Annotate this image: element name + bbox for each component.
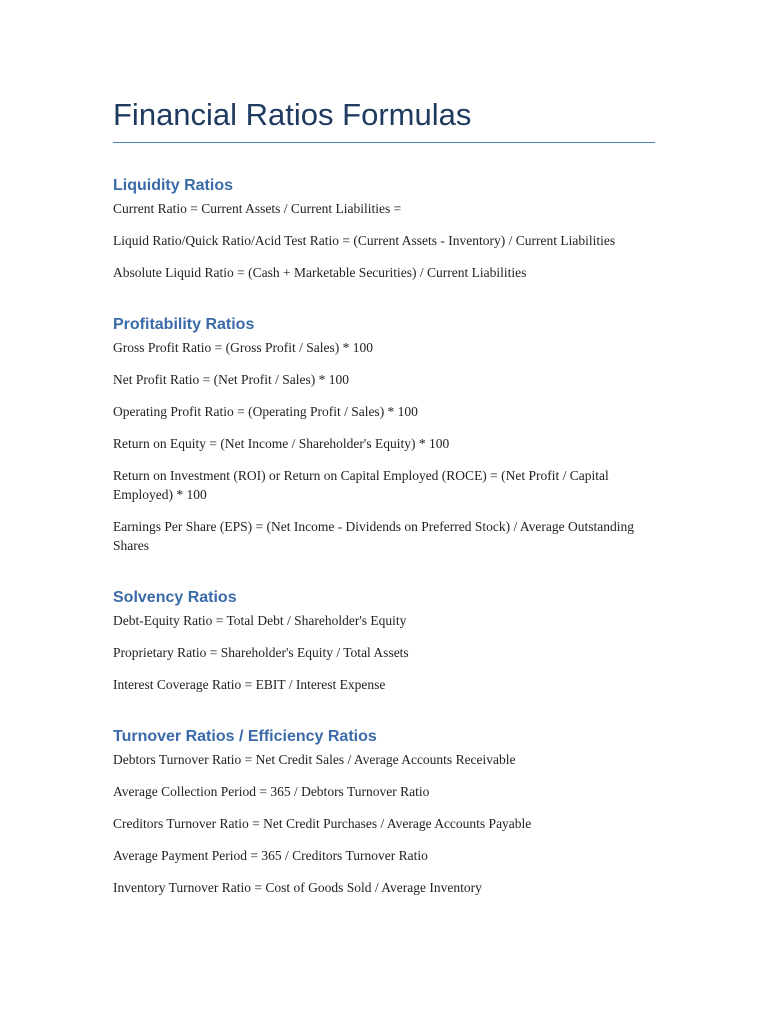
formula-debt-equity-ratio: Debt-Equity Ratio = Total Debt / Shareholder's Equity bbox=[113, 613, 407, 628]
formula-creditors-turnover-ratio: Creditors Turnover Ratio = Net Credit Purchases / Average Accounts Payable bbox=[113, 816, 532, 831]
formula-average-collection-period: Average Collection Period = 365 / Debtors Turnover Ratio bbox=[113, 784, 430, 799]
formula-return-on-investment: Return on Investment (ROI) or Return on Capital Employed (ROCE) = (Net Profit / Capital Employed) * 100 bbox=[113, 468, 609, 502]
formula-gross-profit-ratio: Gross Profit Ratio = (Gross Profit / Sales) * 100 bbox=[113, 340, 373, 355]
formula-current-ratio: Current Ratio = Current Assets / Current Liabilities = bbox=[113, 201, 402, 216]
formula-interest-coverage-ratio: Interest Coverage Ratio = EBIT / Interest Expense bbox=[113, 677, 386, 692]
section-heading: Liquidity Ratios bbox=[113, 177, 233, 194]
section-turnover-ratios bbox=[113, 726, 655, 897]
document-page bbox=[113, 96, 655, 897]
section-heading: Profitability Ratios bbox=[113, 316, 255, 333]
formula-absolute-liquid-ratio: Absolute Liquid Ratio = (Cash + Marketable Securities) / Current Liabilities bbox=[113, 265, 527, 280]
document-title: Financial Ratios Formulas bbox=[113, 96, 655, 143]
section-heading: Turnover Ratios / Efficiency Ratios bbox=[113, 728, 377, 745]
formula-debtors-turnover-ratio: Debtors Turnover Ratio = Net Credit Sales / Average Accounts Receivable bbox=[113, 752, 516, 767]
formula-return-on-equity: Return on Equity = (Net Income / Shareholder's Equity) * 100 bbox=[113, 436, 450, 451]
section-heading: Solvency Ratios bbox=[113, 589, 237, 606]
formula-proprietary-ratio: Proprietary Ratio = Shareholder's Equity / Total Assets bbox=[113, 645, 409, 660]
section-profitability-ratios bbox=[113, 314, 655, 555]
formula-net-profit-ratio: Net Profit Ratio = (Net Profit / Sales) * 100 bbox=[113, 372, 349, 387]
formula-operating-profit-ratio: Operating Profit Ratio = (Operating Profit / Sales) * 100 bbox=[113, 404, 418, 419]
formula-inventory-turnover-ratio: Inventory Turnover Ratio = Cost of Goods Sold / Average Inventory bbox=[113, 880, 482, 895]
formula-quick-ratio: Liquid Ratio/Quick Ratio/Acid Test Ratio = (Current Assets - Inventory) / Current Liabilities bbox=[113, 233, 616, 248]
section-liquidity-ratios bbox=[113, 175, 655, 282]
section-solvency-ratios bbox=[113, 587, 655, 694]
formula-average-payment-period: Average Payment Period = 365 / Creditors Turnover Ratio bbox=[113, 848, 428, 863]
formula-earnings-per-share: Earnings Per Share (EPS) = (Net Income - Dividends on Preferred Stock) / Average Outstanding Shares bbox=[113, 519, 634, 553]
